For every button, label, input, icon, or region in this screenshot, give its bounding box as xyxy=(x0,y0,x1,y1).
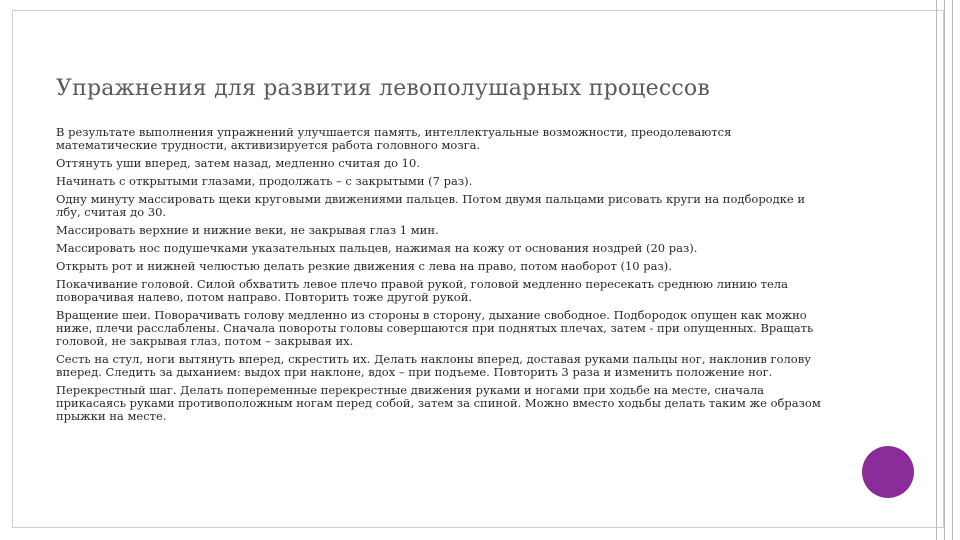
decorative-circle xyxy=(862,446,914,498)
body-paragraph: В результате выполнения упражнений улучшается память, интеллектуальные возможности, преодолеваются математические трудности, активизируется работа головного мозга. xyxy=(56,125,732,152)
body-paragraph: Массировать нос подушечками указательных пальцев, нажимая на кожу от основания ноздрей (20 раз). xyxy=(56,241,698,255)
body-paragraph: Массировать верхние и нижние веки, не закрывая глаз 1 мин. xyxy=(56,223,439,237)
body-paragraph: Начинать с открытыми глазами, продолжать – с закрытыми (7 раз). xyxy=(56,174,473,188)
body-paragraph: Одну минуту массировать щеки круговыми движениями пальцев. Потом двумя пальцами рисовать круги на подбородке и лбу, считая до 30. xyxy=(56,192,806,219)
right-decorative-line xyxy=(944,0,945,540)
body-paragraph: Сесть на стул, ноги вытянуть вперед, скрестить их. Делать наклоны вперед, доставая руками пальцы ног, наклонив голову вперед. Следить за дыханием: выдох при наклоне, вдох – при подъеме. Повторить 3 раза и изменить положение ног. xyxy=(56,352,811,379)
body-paragraph: Открыть рот и нижней челюстью делать резкие движения с лева на право, потом наоборот (10 раз). xyxy=(56,259,672,273)
slide-body xyxy=(56,126,826,428)
right-decorative-line xyxy=(952,0,953,540)
slide-title: Упражнения для развития левополушарных процессов xyxy=(56,76,710,101)
body-paragraph: Оттянуть уши вперед, затем назад, медленно считая до 10. xyxy=(56,156,420,170)
body-paragraph: Перекрестный шаг. Делать попеременные перекрестные движения руками и ногами при ходьбе на месте, сначала прикасаясь руками противоположным ногам перед собой, затем за спиной. Можно вместо ходьбы делать таким же образом прыжки на месте. xyxy=(56,383,821,423)
body-paragraph: Вращение шеи. Поворачивать голову медленно из стороны в сторону, дыхание свободное. Подбородок опущен как можно ниже, плечи расслаблены. Сначала повороты головы совершаются при поднятых плечах, затем - при опущенных. Вращать головой, не закрывая глаз, потом – закрывая их. xyxy=(56,308,814,348)
right-decorative-line xyxy=(936,0,937,540)
body-paragraph: Покачивание головой. Силой обхватить левое плечо правой рукой, головой медленно пересекать среднюю линию тела поворачивая налево, потом направо. Повторить тоже другой рукой. xyxy=(56,277,788,304)
